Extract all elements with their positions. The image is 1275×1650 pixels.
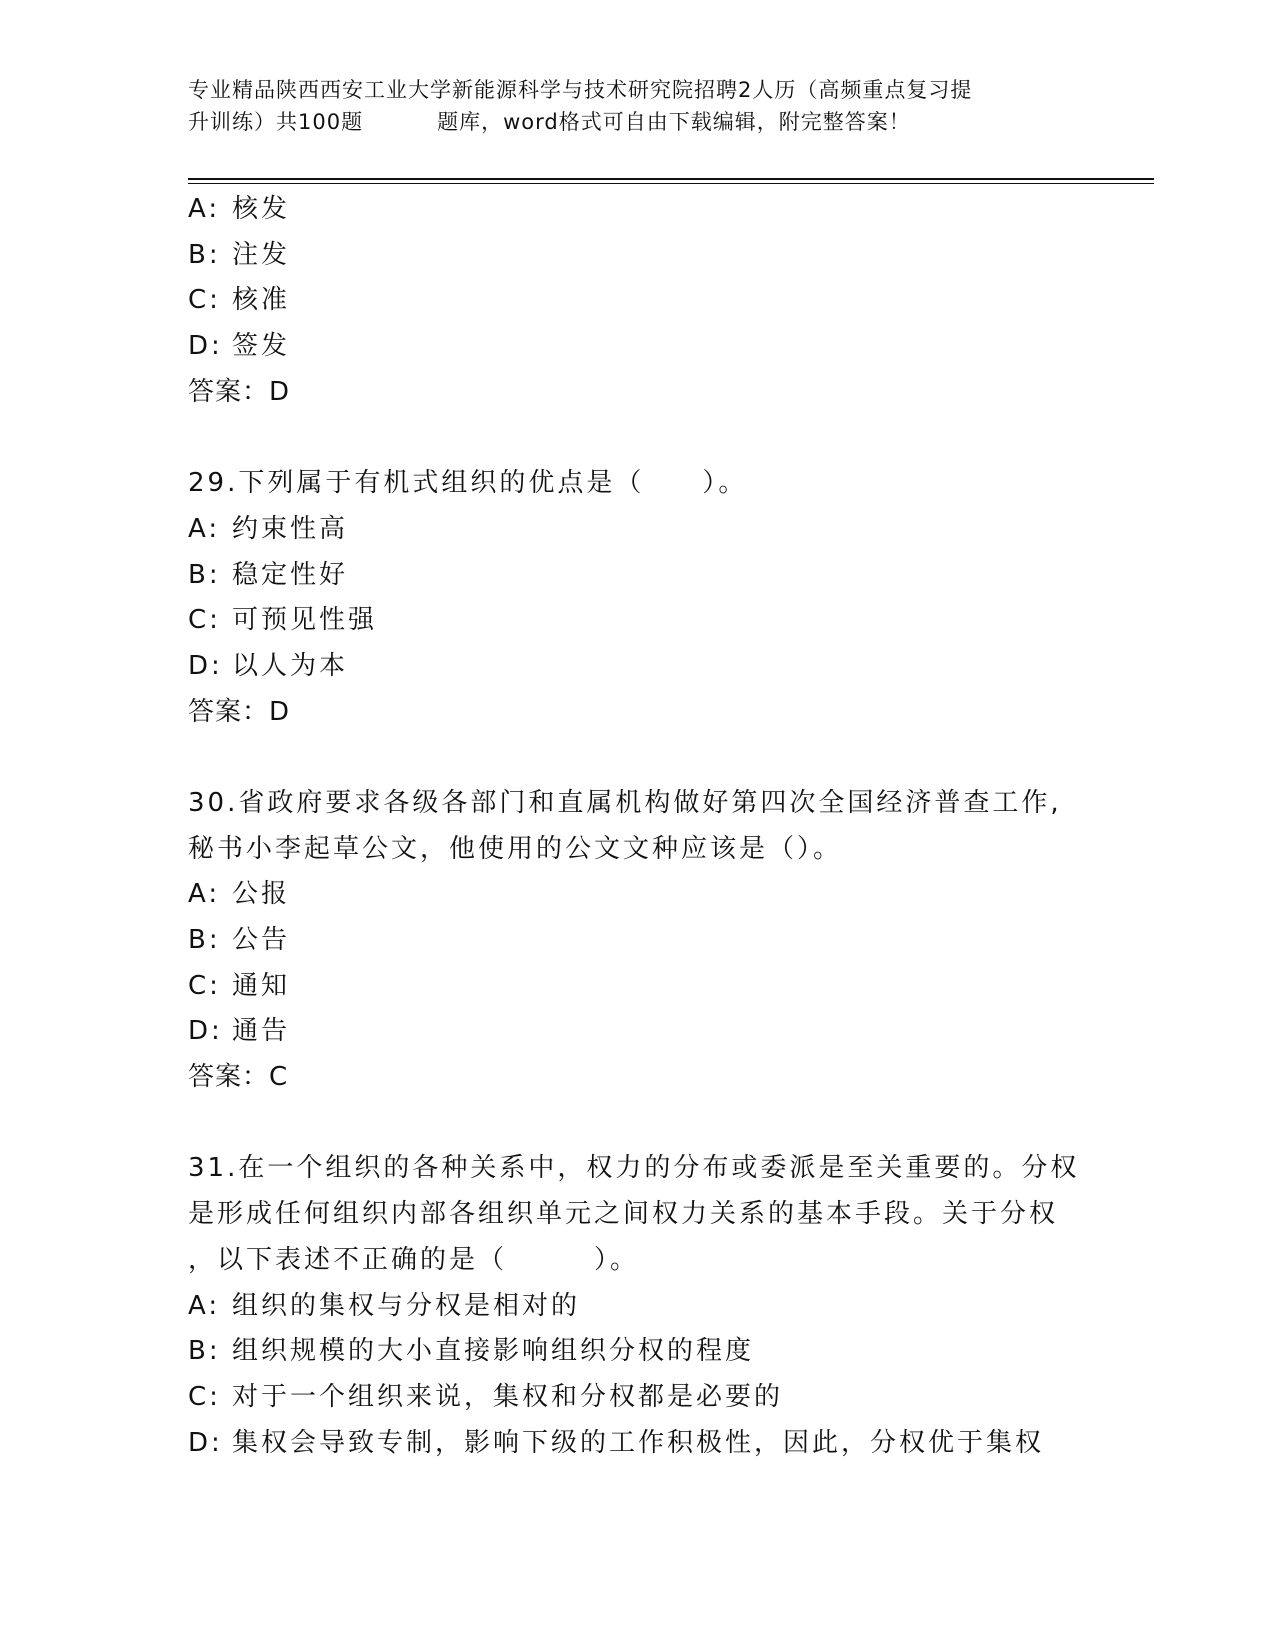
option-c: C: 通知 xyxy=(188,970,291,1001)
option-a: A: 约束性高 xyxy=(188,513,349,544)
question-text-line-3: ，以下表述不正确的是（ ）。 xyxy=(188,1244,640,1275)
header-divider-thin xyxy=(188,183,1154,184)
option-d: D: 集权会导致专制，影响下级的工作积极性，因此，分权优于集权 xyxy=(188,1427,1045,1458)
header-line-2-part-1: 升训练）共100题 xyxy=(188,110,364,134)
option-b: B: 稳定性好 xyxy=(188,559,349,590)
question-block-31 xyxy=(188,1146,1088,1466)
question-block-29 xyxy=(188,461,1088,735)
question-block-28 xyxy=(188,187,1088,415)
question-text-line-2: 秘书小李起草公文，他使用的公文文种应该是（）。 xyxy=(188,833,843,864)
answer-text: 答案：D xyxy=(188,376,291,407)
header-line-2-part-2: 题库，word格式可自由下载编辑，附完整答案！ xyxy=(437,110,911,134)
option-a: A: 核发 xyxy=(188,194,291,224)
question-block-30 xyxy=(188,781,1088,1101)
question-list xyxy=(188,187,1088,1466)
option-b: B: 公告 xyxy=(188,925,291,955)
header-divider-thick xyxy=(188,178,1154,180)
option-c: C: 对于一个组织来说，集权和分权都是必要的 xyxy=(188,1381,784,1412)
document-header xyxy=(188,74,1088,138)
option-a: A: 公报 xyxy=(188,879,291,910)
question-text-line-1: 30.省政府要求各级各部门和直属机构做好第四次全国经济普查工作, xyxy=(188,787,1062,818)
question-text-line-2: 是形成任何组织内部各组织单元之间权力关系的基本手段。关于分权 xyxy=(188,1199,1059,1230)
header-line-2 xyxy=(188,106,1088,138)
option-c: C: 可预见性强 xyxy=(188,605,378,636)
option-a: A: 组织的集权与分权是相对的 xyxy=(188,1290,581,1321)
option-b: B: 注发 xyxy=(188,239,291,270)
option-b: B: 组织规模的大小直接影响组织分权的程度 xyxy=(188,1336,755,1367)
answer-text: 答案：D xyxy=(188,696,291,727)
question-text-line-1: 31.在一个组织的各种关系中，权力的分布或委派是至关重要的。分权 xyxy=(188,1153,1080,1184)
option-c: C: 核准 xyxy=(188,285,291,316)
question-text: 29.下列属于有机式组织的优点是（ ）。 xyxy=(188,468,748,499)
option-d: D: 以人为本 xyxy=(188,650,349,681)
option-d: D: 签发 xyxy=(188,331,291,362)
option-d: D: 通告 xyxy=(188,1016,291,1047)
answer-text: 答案：C xyxy=(188,1062,289,1093)
header-line-1: 专业精品陕西西安工业大学新能源科学与技术研究院招聘2人历（高频重点复习提 xyxy=(188,78,973,102)
